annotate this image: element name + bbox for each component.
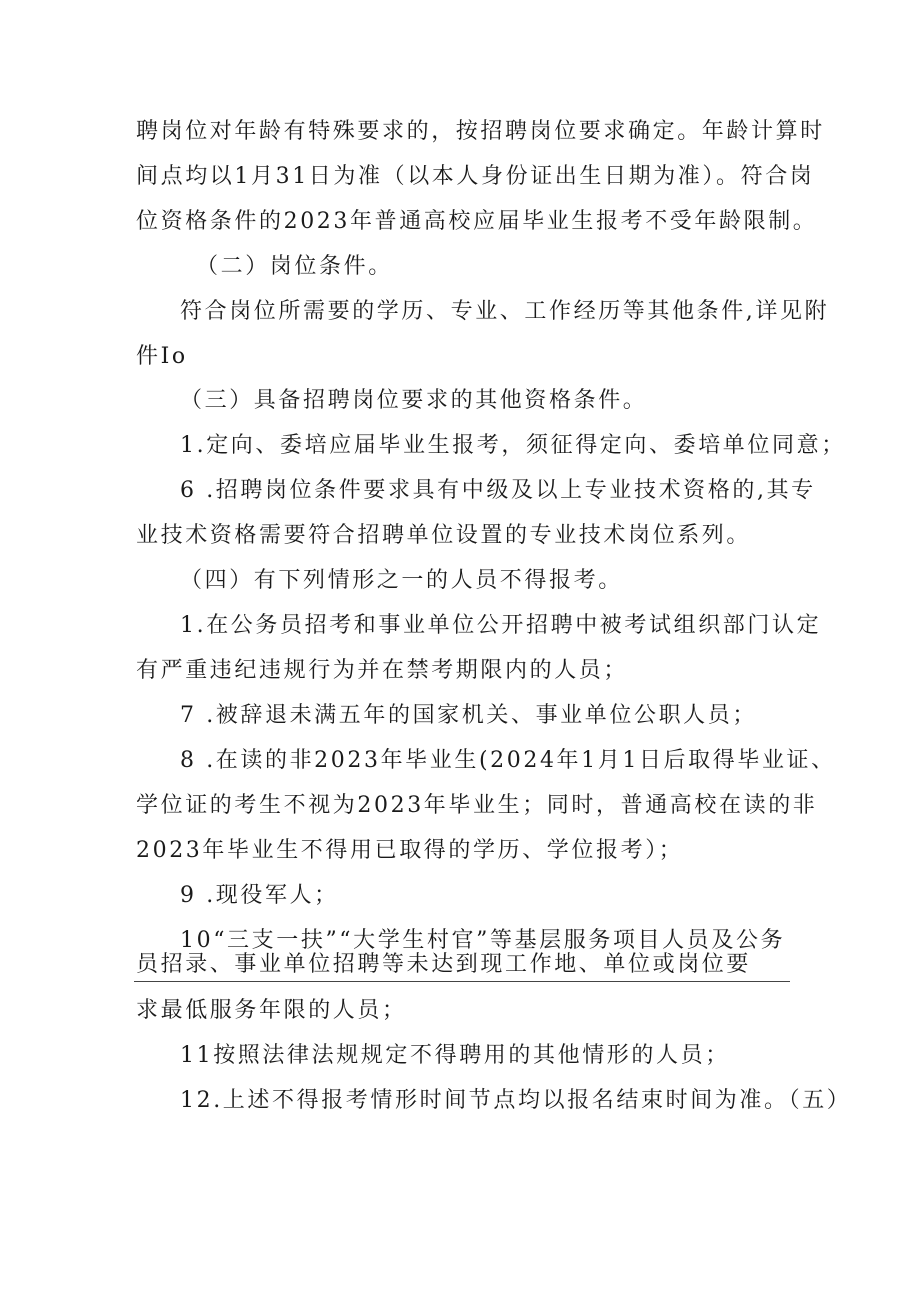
list-item-3-6: 6 .招聘岗位条件要求具有中级及以上专业技术资格的,其专	[180, 478, 816, 503]
horizontal-rule	[134, 981, 790, 982]
body-text-line-6: 件Io	[136, 344, 188, 369]
body-text-line-5: 符合岗位所需要的学历、专业、工作经历等其他条件,详见附	[180, 299, 830, 324]
section-heading-4: （四）有下列情形之一的人员不得报考。	[180, 568, 623, 593]
section-heading-3: （三）具备招聘岗位要求的其他资格条件。	[180, 388, 648, 413]
list-item-4-11: 11按照法律法规规定不得聘用的其他情形的人员；	[180, 1043, 730, 1068]
section-heading-2: （二）岗位条件。	[196, 254, 393, 279]
list-item-4-9: 9 .现役军人；	[180, 883, 339, 908]
list-item-4-8: 8 .在读的非2023年毕业生(2024年1月1日后取得毕业证、	[180, 748, 836, 773]
list-item-3-1: 1.定向、委培应届毕业生报考，须征得定向、委培单位同意；	[180, 433, 846, 458]
body-text-line-10: 业技术资格需要符合招聘单位设置的专业技术岗位系列。	[136, 523, 752, 548]
body-text-line-2: 间点均以1月31日为准（以本人身份证出生日期为准）。符合岗	[136, 164, 815, 189]
body-text-line-1: 聘岗位对年龄有特殊要求的，按招聘岗位要求确定。年龄计算时	[136, 119, 825, 144]
list-item-4-7: 7 .被辞退未满五年的国家机关、事业单位公职人员；	[180, 703, 757, 728]
body-text-line-13: 有严重违纪违规行为并在禁考期限内的人员；	[136, 658, 629, 683]
body-text-line-21: 求最低服务年限的人员；	[136, 998, 407, 1023]
body-text-line-20: 员招录、事业单位招聘等未达到现工作地、单位或岗位要	[136, 952, 752, 977]
list-item-4-10: 10“三支一扶”“大学生村官”等基层服务项目人员及公务	[180, 928, 786, 953]
list-item-4-1: 1.在公务员招考和事业单位公开招聘中被考试组织部门认定	[180, 613, 822, 638]
body-text-line-17: 2023年毕业生不得用已取得的学历、学位报考）；	[136, 838, 684, 863]
body-text-line-16: 学位证的考生不视为2023年毕业生；同时，普通高校在读的非	[136, 793, 818, 818]
body-text-line-3: 位资格条件的2023年普通高校应届毕业生报考不受年龄限制。	[136, 209, 818, 234]
list-item-4-12: 12.上述不得报考情形时间节点均以报名结束时间为准。（五）	[180, 1088, 852, 1113]
